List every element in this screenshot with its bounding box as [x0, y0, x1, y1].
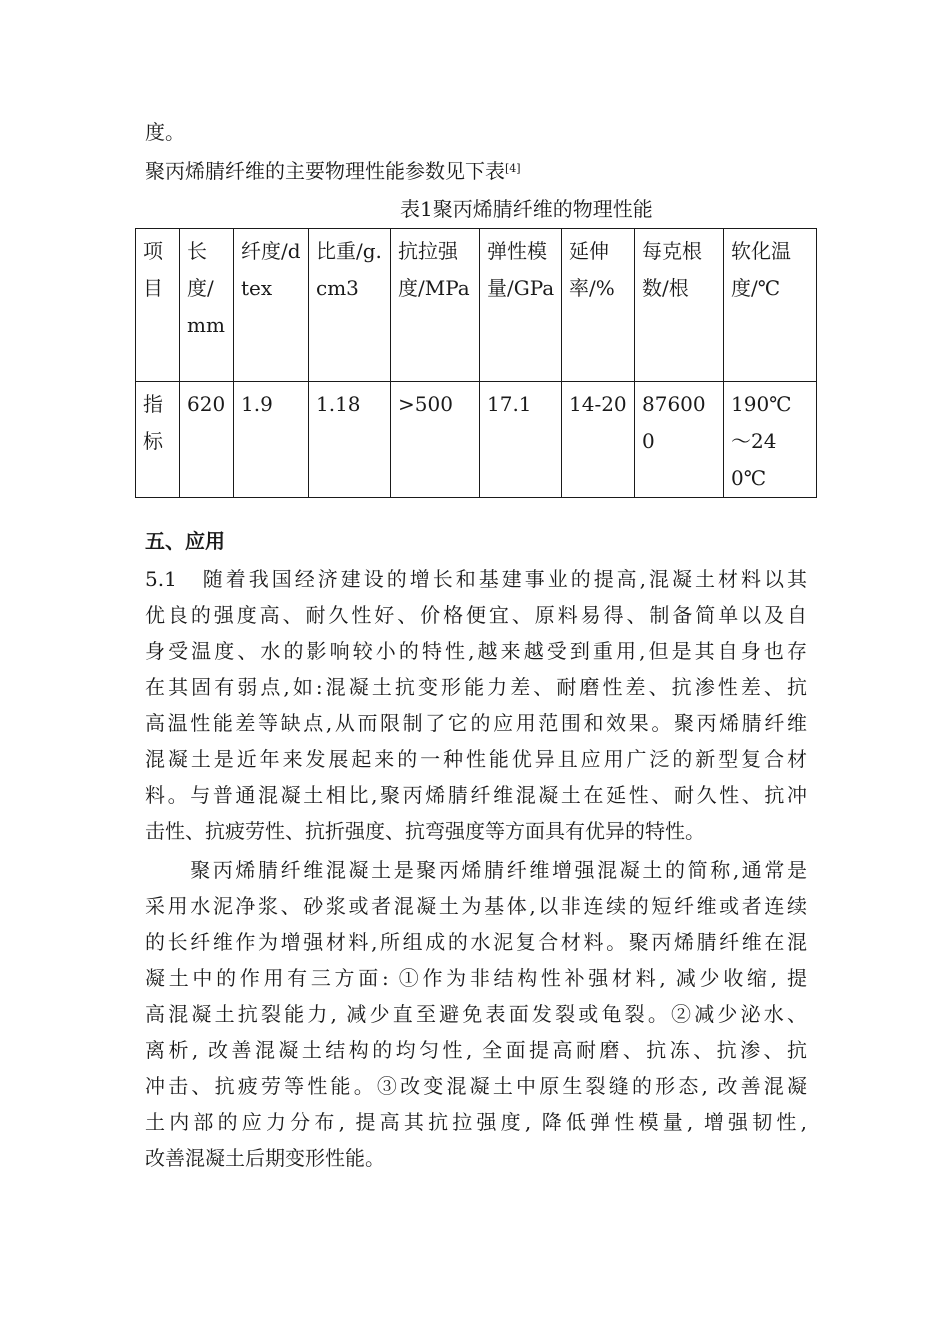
- paragraph-line: 聚丙烯腈纤维混凝土是聚丙烯腈纤维增强混凝土的简称,通常是: [145, 858, 807, 882]
- table-caption: 表1聚丙烯腈纤维的物理性能: [400, 197, 653, 221]
- header-cell: 延伸率/%: [562, 229, 635, 382]
- paragraph-line: 优良的强度高、耐久性好、价格便宜、原料易得、制备简单以及自: [145, 603, 807, 627]
- value-cell: 17.1: [480, 382, 562, 498]
- header-cell: 抗拉强度/MPa: [391, 229, 480, 382]
- header-cell: 长度/mm: [180, 229, 234, 382]
- properties-table: [135, 228, 817, 498]
- intro-line-0: 度。: [145, 120, 185, 144]
- value-cell: 指标: [136, 382, 180, 498]
- header-cell: 弹性模量/GPa: [480, 229, 562, 382]
- paragraph-line: 的长纤维作为增强材料,所组成的水泥复合材料。聚丙烯腈纤维在混: [145, 930, 807, 954]
- paragraph-line: 混凝土是近年来发展起来的一种性能优异且应用广泛的新型复合材: [145, 747, 807, 771]
- value-cell: 876000: [635, 382, 724, 498]
- value-cell: 190℃～240℃: [724, 382, 817, 498]
- value-cell: 1.9: [234, 382, 309, 498]
- header-cell: 纤度/dtex: [234, 229, 309, 382]
- paragraph-line: 冲击、抗疲劳等性能。③改变混凝土中原生裂缝的形态, 改善混凝: [145, 1074, 807, 1098]
- paragraph-line: 土内部的应力分布, 提高其抗拉强度, 降低弹性模量, 增强韧性,: [145, 1110, 807, 1134]
- section-heading: 五、应用: [145, 529, 225, 553]
- value-cell: 14-20: [562, 382, 635, 498]
- paragraph-line: 凝土中的作用有三方面: ①作为非结构性补强材料, 减少收缩, 提: [145, 966, 807, 990]
- paragraph-line: 高混凝土抗裂能力, 减少直至避免表面发裂或龟裂。②减少泌水、: [145, 1002, 807, 1026]
- paragraph-line: 采用水泥净浆、砂浆或者混凝土为基体,以非连续的短纤维或者连续: [145, 894, 807, 918]
- header-cell: 比重/g.cm3: [309, 229, 391, 382]
- header-cell: 每克根数/根: [635, 229, 724, 382]
- paragraph-line: 料。与普通混凝土相比,聚丙烯腈纤维混凝土在延性、耐久性、抗冲: [145, 783, 807, 807]
- citation-ref: [4]: [505, 162, 521, 175]
- value-cell: 620: [180, 382, 234, 498]
- intro-line-1-text: 聚丙烯腈纤维的主要物理性能参数见下表: [145, 159, 505, 183]
- header-cell: 软化温度/℃: [724, 229, 817, 382]
- paragraph-line: 高温性能差等缺点,从而限制了它的应用范围和效果。聚丙烯腈纤维: [145, 711, 807, 735]
- paragraph-line: 身受温度、水的影响较小的特性,越来越受到重用,但是其自身也存: [145, 639, 807, 663]
- table-row: [136, 382, 817, 498]
- paragraph-line: 击性、抗疲劳性、抗折强度、抗弯强度等方面具有优异的特性。: [145, 819, 705, 843]
- paragraph-line: 5.1 随着我国经济建设的增长和基建事业的提高,混凝土材料以其: [145, 567, 807, 591]
- intro-line-1: [145, 157, 521, 185]
- header-cell: 项目: [136, 229, 180, 382]
- paragraph-line: 改善混凝土后期变形性能。: [145, 1146, 385, 1170]
- paragraph-line: 在其固有弱点,如:混凝土抗变形能力差、耐磨性差、抗渗性差、抗: [145, 675, 807, 699]
- table-header-row: [136, 229, 817, 382]
- paragraph-line: 离析, 改善混凝土结构的均匀性, 全面提高耐磨、抗冻、抗渗、抗: [145, 1038, 807, 1062]
- value-cell: >500: [391, 382, 480, 498]
- value-cell: 1.18: [309, 382, 391, 498]
